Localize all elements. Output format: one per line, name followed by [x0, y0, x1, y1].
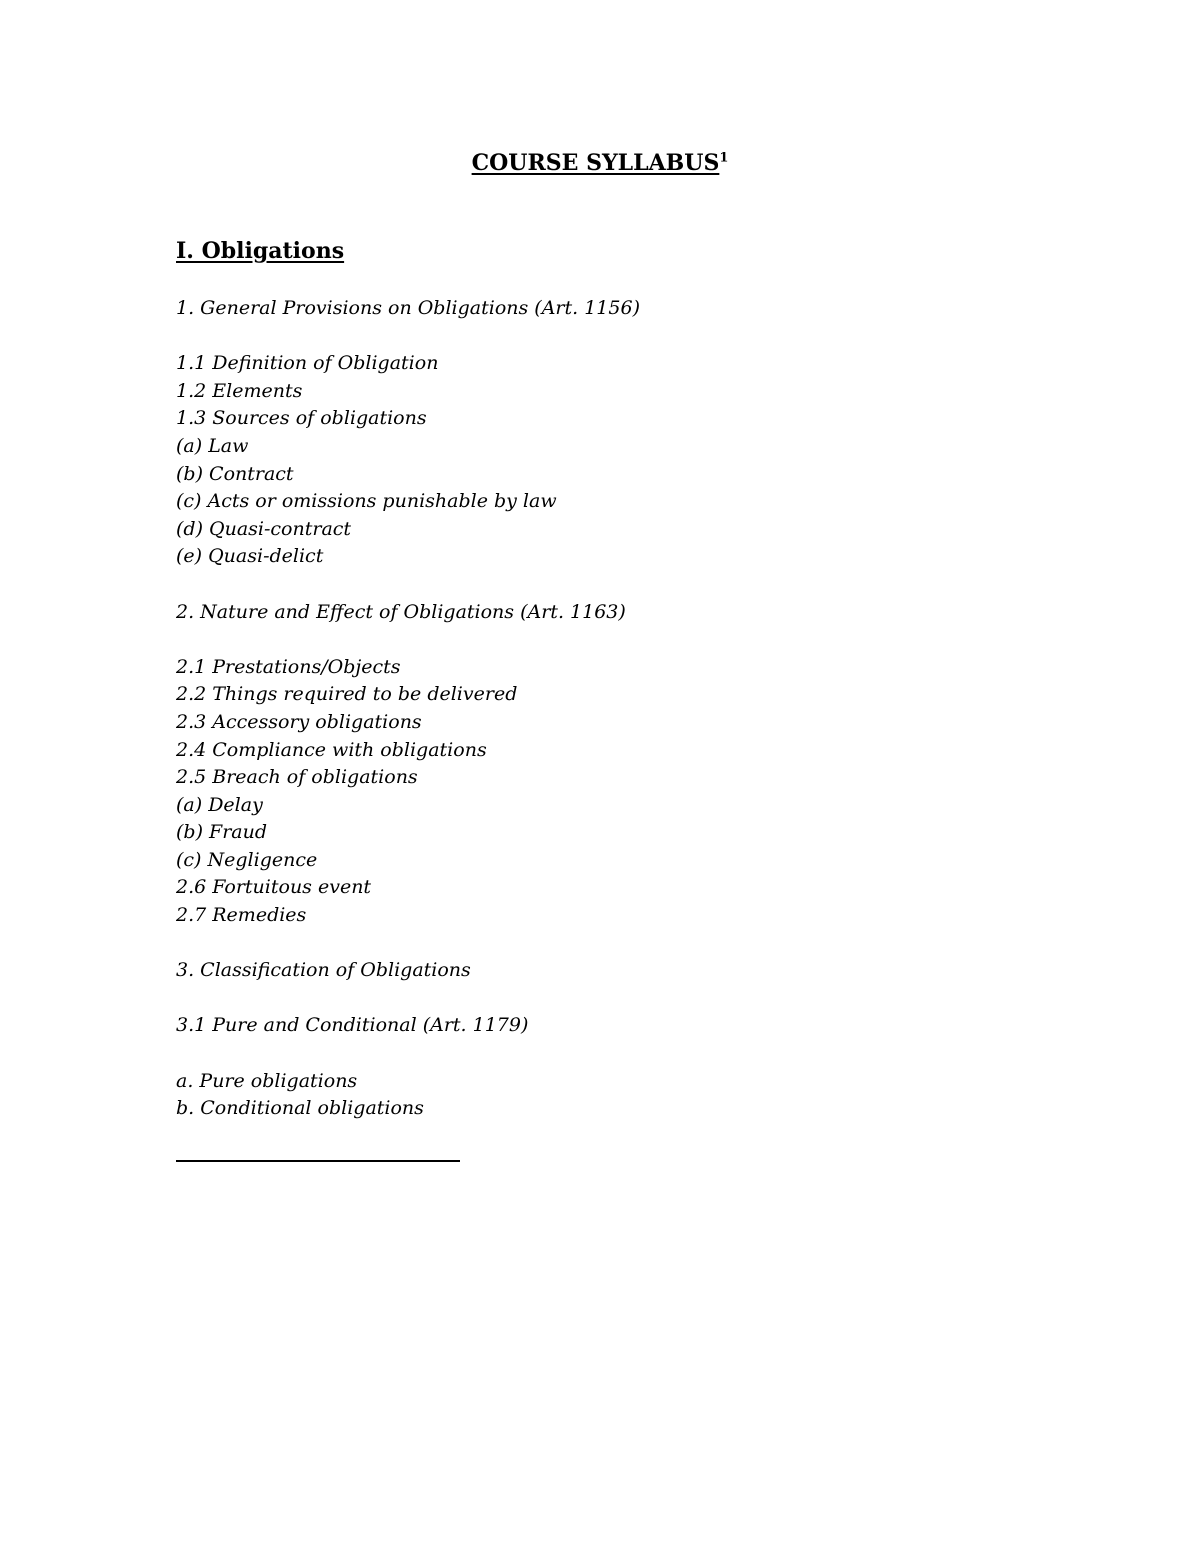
section-heading: I. Obligations [176, 238, 345, 264]
outline-spacer [176, 571, 1076, 599]
outline-item: 1.1 Definition of Obligation [176, 352, 439, 375]
outline-item: (b) Fraud [176, 821, 268, 844]
outline-item: 2. Nature and Effect of Obligations (Art. 1163) [176, 600, 626, 623]
outline-item: 3. Classification of Obligations [176, 959, 471, 982]
document-title [0, 148, 1200, 178]
outline-spacer [176, 1040, 1076, 1068]
outline-item: (d) Quasi-contract [176, 517, 352, 540]
outline-spacer [176, 930, 1076, 958]
outline-item: 2.6 Fortuitous event [176, 876, 372, 899]
outline-item: 1.2 Elements [176, 379, 303, 402]
outline-spacer [176, 323, 1076, 351]
outline-item: (b) Contract [176, 462, 294, 485]
outline-item: 2.4 Compliance with obligations [176, 738, 487, 761]
document-title-text: COURSE SYLLABUS [471, 150, 720, 176]
outline-spacer [176, 626, 1076, 654]
outline-item: 1. General Provisions on Obligations (Art. 1156) [176, 297, 640, 319]
outline-item: 2.5 Breach of obligations [176, 766, 418, 789]
outline-item: (a) Delay [176, 793, 263, 816]
outline-item: 2.2 Things required to be delivered [176, 683, 518, 706]
outline-item: 3.1 Pure and Conditional (Art. 1179) [176, 1014, 529, 1037]
outline-item: 2.1 Prestations/Objects [176, 655, 401, 678]
footnote-separator [176, 1160, 460, 1162]
outline-item: (c) Negligence [176, 848, 318, 871]
outline-item: (e) Quasi-delict [176, 545, 324, 568]
outline-spacer [176, 985, 1076, 1013]
outline-item: (c) Acts or omissions punishable by law [176, 490, 557, 513]
syllabus-outline [176, 295, 1076, 1123]
outline-item: (a) Law [176, 434, 249, 457]
outline-item: 1.3 Sources of obligations [176, 407, 427, 430]
outline-item: b. Conditional obligations [176, 1097, 424, 1120]
outline-item: a. Pure obligations [176, 1069, 358, 1092]
outline-item: 2.3 Accessory obligations [176, 710, 422, 733]
outline-item: 2.7 Remedies [176, 904, 307, 927]
footnote-marker: 1 [719, 150, 729, 166]
